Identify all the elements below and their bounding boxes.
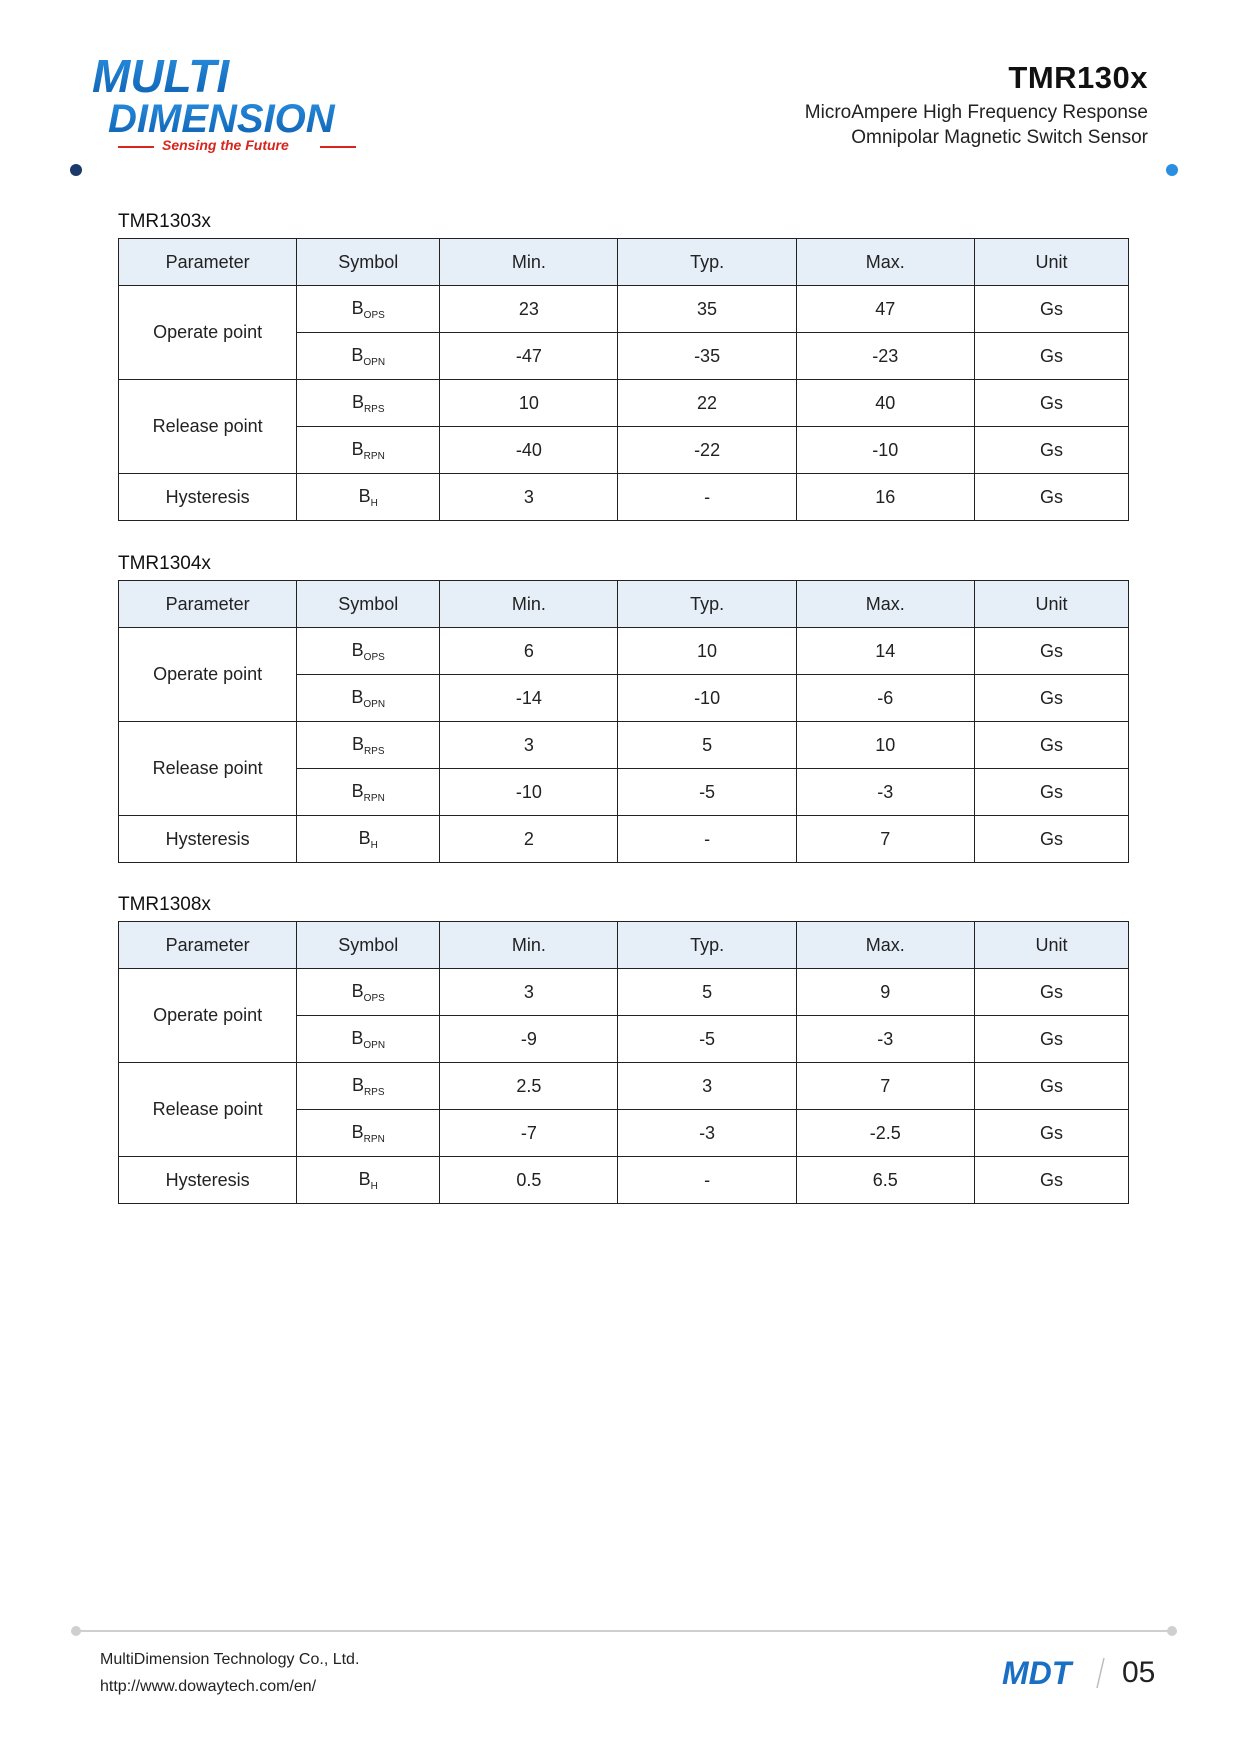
cell-min: 3 xyxy=(440,969,618,1016)
cell-min: 23 xyxy=(440,286,618,333)
cell-typ: -10 xyxy=(618,675,796,722)
table-row xyxy=(119,286,1129,333)
param-release-point: Release point xyxy=(119,722,297,816)
table-row xyxy=(119,722,1129,769)
cell-unit: Gs xyxy=(974,333,1128,380)
cell-min: 6 xyxy=(440,628,618,675)
footer-url[interactable]: http://www.dowaytech.com/en/ xyxy=(100,1678,317,1695)
page-separator-icon xyxy=(1095,1656,1105,1690)
cell-typ: 5 xyxy=(618,969,796,1016)
symbol-bops: $B_{OPS}$ xyxy=(297,628,440,675)
footer-divider xyxy=(70,1624,1178,1638)
cell-max: -23 xyxy=(796,333,974,380)
footer-dot-left xyxy=(71,1626,81,1636)
divider-dot-left xyxy=(70,164,82,176)
cell-max: -6 xyxy=(796,675,974,722)
symbol-bopn: $B_{OPN}$ xyxy=(297,333,440,380)
table-row xyxy=(119,816,1129,863)
cell-max: -10 xyxy=(796,427,974,474)
col-header-min: Min. xyxy=(440,239,618,286)
subtitle-line-1: MicroAmpere High Frequency Response xyxy=(804,102,1148,123)
multi-dimension-logo-mark xyxy=(92,52,377,136)
cell-unit: Gs xyxy=(974,769,1128,816)
cell-typ: 22 xyxy=(618,380,796,427)
symbol-brps: $B_{RPS}$ xyxy=(297,1063,440,1110)
table-row xyxy=(119,474,1129,521)
param-hysteresis: Hysteresis xyxy=(119,816,297,863)
symbol-bh: $B_H$ xyxy=(297,1157,440,1204)
col-header-min: Min. xyxy=(440,581,618,628)
symbol-bopn: $B_{OPN}$ xyxy=(297,1016,440,1063)
cell-typ: 35 xyxy=(618,286,796,333)
param-operate-point: Operate point xyxy=(119,969,297,1063)
spec-table-tmr1303x xyxy=(118,238,1129,521)
table-row xyxy=(119,628,1129,675)
col-header-symbol: Symbol xyxy=(297,239,440,286)
param-operate-point: Operate point xyxy=(119,286,297,380)
cell-max: 6.5 xyxy=(796,1157,974,1204)
cell-typ: 10 xyxy=(618,628,796,675)
table-row xyxy=(119,1063,1129,1110)
table-header-row xyxy=(119,581,1129,628)
cell-min: 0.5 xyxy=(440,1157,618,1204)
cell-typ: -5 xyxy=(618,769,796,816)
param-hysteresis: Hysteresis xyxy=(119,474,297,521)
symbol-brps: $B_{RPS}$ xyxy=(297,722,440,769)
company-logo xyxy=(92,52,377,162)
cell-typ: - xyxy=(618,474,796,521)
cell-max: 10 xyxy=(796,722,974,769)
col-header-parameter: Parameter xyxy=(119,239,297,286)
logo-word-multi: MULTI xyxy=(92,52,230,102)
col-header-max: Max. xyxy=(796,922,974,969)
cell-max: 14 xyxy=(796,628,974,675)
cell-max: 40 xyxy=(796,380,974,427)
document-title: TMR130x xyxy=(1008,60,1148,95)
cell-unit: Gs xyxy=(974,1157,1128,1204)
logo-tagline xyxy=(118,136,358,156)
mdt-logo-icon xyxy=(1000,1654,1078,1690)
document-header xyxy=(805,60,1148,150)
cell-max: -2.5 xyxy=(796,1110,974,1157)
table-label: TMR1303x xyxy=(118,211,211,232)
cell-unit: Gs xyxy=(974,722,1128,769)
symbol-bh: $B_H$ xyxy=(297,474,440,521)
table-row xyxy=(119,969,1129,1016)
cell-min: 3 xyxy=(440,474,618,521)
param-operate-point: Operate point xyxy=(119,628,297,722)
logo-word-dimension: DIMENSION xyxy=(108,97,335,136)
cell-min: -9 xyxy=(440,1016,618,1063)
table-label: TMR1304x xyxy=(118,553,211,574)
col-header-parameter: Parameter xyxy=(119,581,297,628)
cell-min: -7 xyxy=(440,1110,618,1157)
cell-unit: Gs xyxy=(974,380,1128,427)
cell-typ: 5 xyxy=(618,722,796,769)
cell-max: -3 xyxy=(796,1016,974,1063)
mdt-logo-text: MDT xyxy=(1002,1655,1072,1690)
cell-typ: - xyxy=(618,1157,796,1204)
cell-min: 2.5 xyxy=(440,1063,618,1110)
footer-company: MultiDimension Technology Co., Ltd. xyxy=(100,1651,360,1668)
col-header-max: Max. xyxy=(796,239,974,286)
subtitle-line-2: Omnipolar Magnetic Switch Sensor xyxy=(851,127,1148,148)
footer-dot-right xyxy=(1167,1626,1177,1636)
col-header-unit: Unit xyxy=(974,922,1128,969)
cell-max: 7 xyxy=(796,1063,974,1110)
col-header-unit: Unit xyxy=(974,239,1128,286)
symbol-bops: $B_{OPS}$ xyxy=(297,286,440,333)
cell-unit: Gs xyxy=(974,1110,1128,1157)
symbol-bopn: $B_{OPN}$ xyxy=(297,675,440,722)
cell-unit: Gs xyxy=(974,675,1128,722)
param-release-point: Release point xyxy=(119,380,297,474)
cell-min: 2 xyxy=(440,816,618,863)
document-subtitle xyxy=(805,100,1148,150)
table-label: TMR1308x xyxy=(118,894,211,915)
cell-unit: Gs xyxy=(974,286,1128,333)
cell-max: 16 xyxy=(796,474,974,521)
table-row xyxy=(119,380,1129,427)
cell-unit: Gs xyxy=(974,628,1128,675)
table-row xyxy=(119,1157,1129,1204)
col-header-typ: Typ. xyxy=(618,922,796,969)
param-hysteresis: Hysteresis xyxy=(119,1157,297,1204)
cell-min: 3 xyxy=(440,722,618,769)
cell-max: 7 xyxy=(796,816,974,863)
col-header-unit: Unit xyxy=(974,581,1128,628)
col-header-symbol: Symbol xyxy=(297,581,440,628)
table-header-row xyxy=(119,922,1129,969)
col-header-parameter: Parameter xyxy=(119,922,297,969)
cell-max: 9 xyxy=(796,969,974,1016)
symbol-brpn: $B_{RPN}$ xyxy=(297,427,440,474)
col-header-symbol: Symbol xyxy=(297,922,440,969)
cell-typ: 3 xyxy=(618,1063,796,1110)
col-header-max: Max. xyxy=(796,581,974,628)
cell-typ: - xyxy=(618,816,796,863)
col-header-min: Min. xyxy=(440,922,618,969)
col-header-typ: Typ. xyxy=(618,581,796,628)
cell-unit: Gs xyxy=(974,474,1128,521)
cell-min: -40 xyxy=(440,427,618,474)
symbol-brpn: $B_{RPN}$ xyxy=(297,1110,440,1157)
cell-unit: Gs xyxy=(974,427,1128,474)
header-divider xyxy=(70,163,1178,177)
table-header-row xyxy=(119,239,1129,286)
cell-min: -47 xyxy=(440,333,618,380)
param-release-point: Release point xyxy=(119,1063,297,1157)
page-number: 05 xyxy=(1122,1656,1156,1689)
cell-typ: -35 xyxy=(618,333,796,380)
cell-max: -3 xyxy=(796,769,974,816)
cell-unit: Gs xyxy=(974,816,1128,863)
tagline-text: Sensing the Future xyxy=(162,137,289,153)
symbol-brps: $B_{RPS}$ xyxy=(297,380,440,427)
symbol-bops: $B_{OPS}$ xyxy=(297,969,440,1016)
cell-min: 10 xyxy=(440,380,618,427)
cell-min: -10 xyxy=(440,769,618,816)
cell-typ: -5 xyxy=(618,1016,796,1063)
col-header-typ: Typ. xyxy=(618,239,796,286)
cell-max: 47 xyxy=(796,286,974,333)
cell-unit: Gs xyxy=(974,1063,1128,1110)
cell-min: -14 xyxy=(440,675,618,722)
cell-unit: Gs xyxy=(974,969,1128,1016)
symbol-brpn: $B_{RPN}$ xyxy=(297,769,440,816)
cell-typ: -3 xyxy=(618,1110,796,1157)
spec-table-tmr1304x xyxy=(118,580,1129,863)
spec-table-tmr1308x xyxy=(118,921,1129,1204)
cell-unit: Gs xyxy=(974,1016,1128,1063)
divider-dot-right xyxy=(1166,164,1178,176)
symbol-bh: $B_H$ xyxy=(297,816,440,863)
cell-typ: -22 xyxy=(618,427,796,474)
